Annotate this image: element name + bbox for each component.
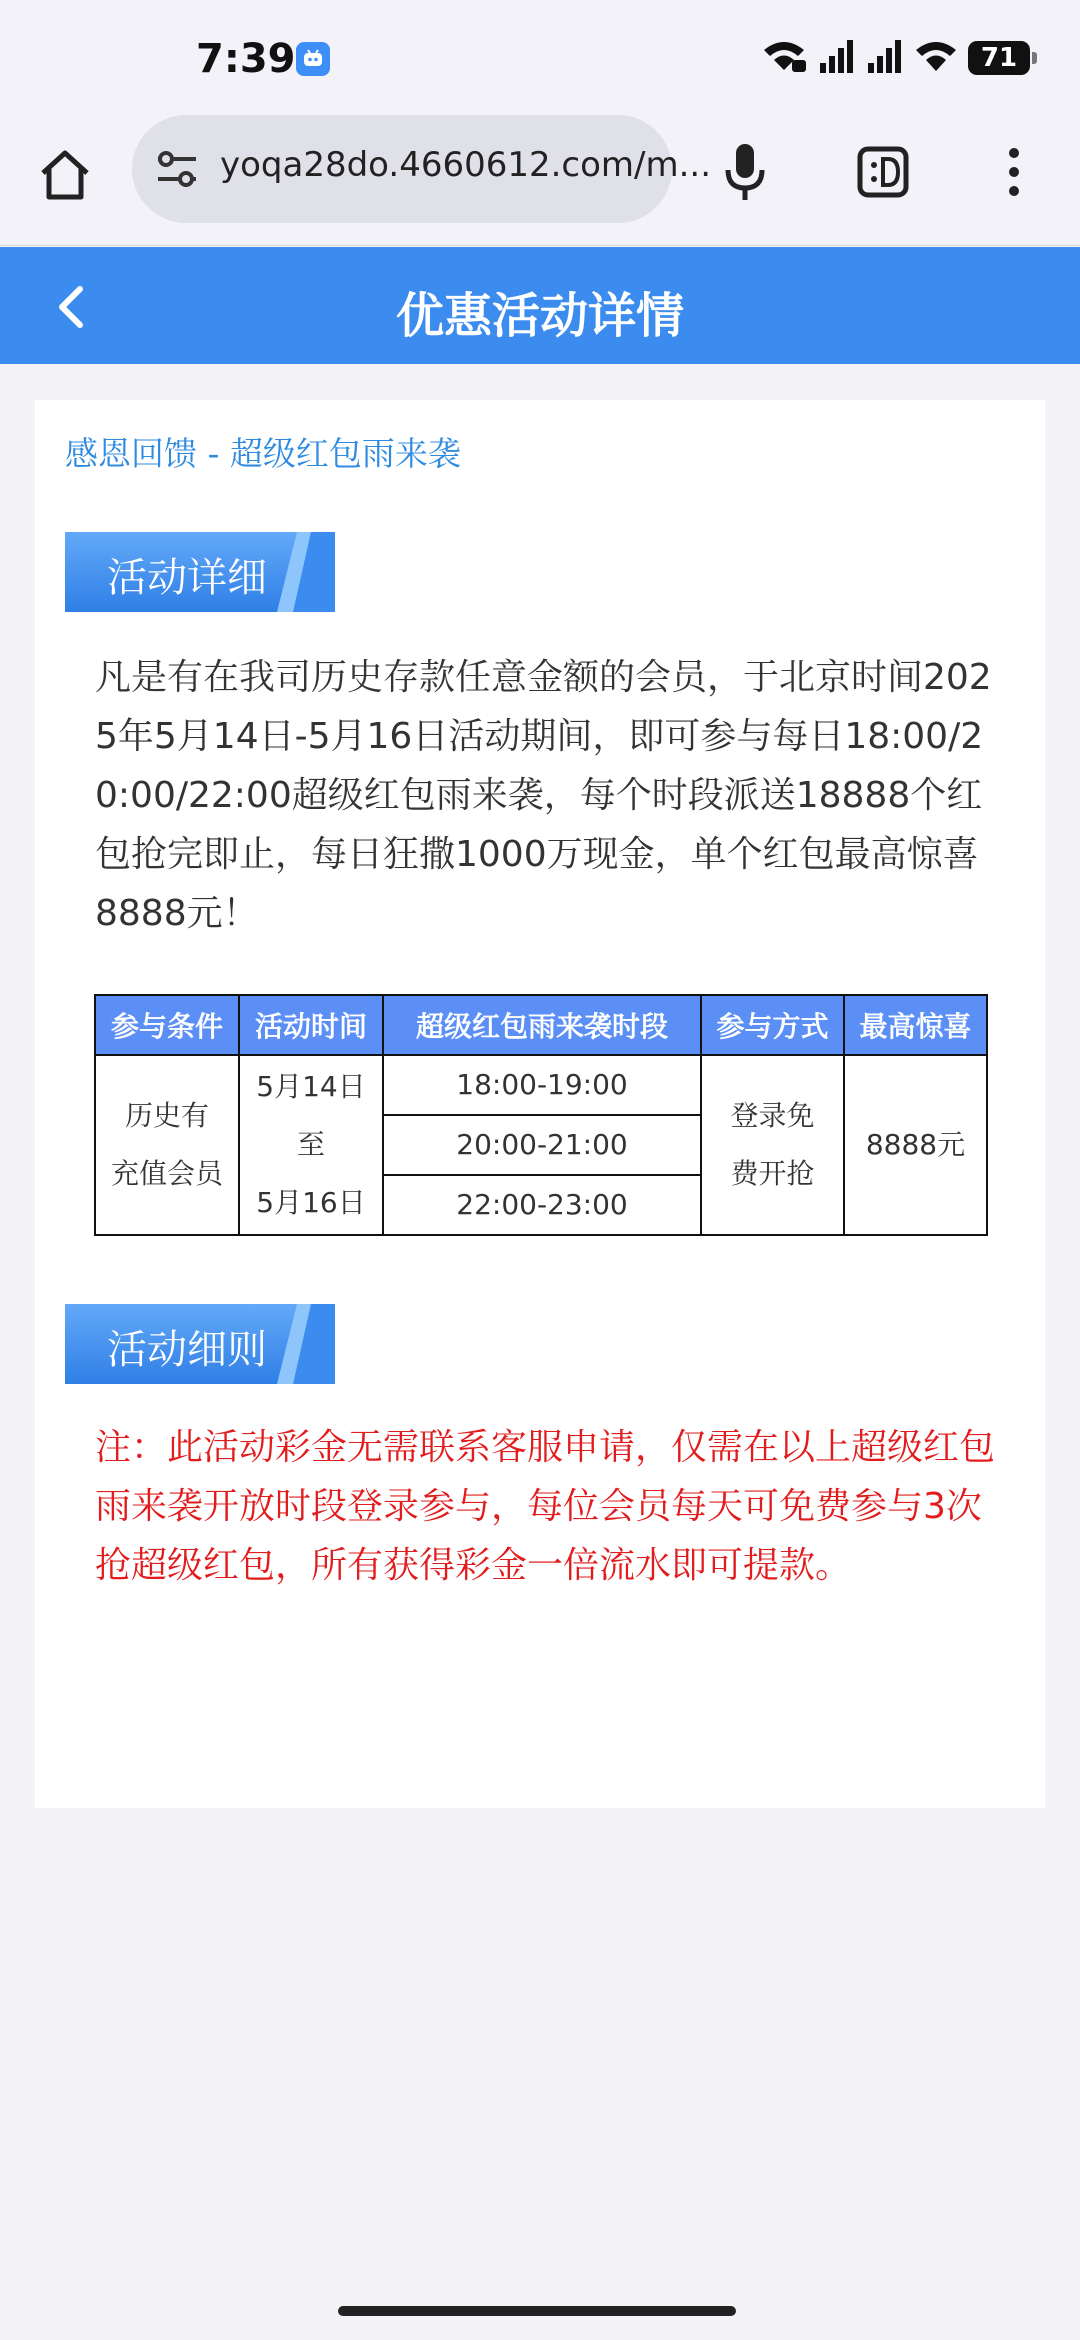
voice-search-button[interactable] <box>710 137 780 207</box>
page-header <box>0 247 1080 364</box>
section-details-label: 活动详细 <box>107 555 267 601</box>
time-slot-cell: 18:00-19:00 <box>383 1055 701 1115</box>
tab-switcher-icon <box>856 145 910 199</box>
battery-icon <box>968 41 1030 75</box>
table-header-row <box>95 995 987 1055</box>
page-title: 优惠活动详情 <box>395 288 684 344</box>
table-header: 参与条件 <box>95 995 239 1055</box>
details-text: 凡是有在我司历史存款任意金额的会员，于北京时间2025年5月14日-5月16日活动期间，即可参与每日18:00/20:00/22:00超级红包雨来袭，每个时段派送18888个红包抢完即止，每日狂撒1000万现金，单个红包最高惊喜8888元！ <box>95 657 992 934</box>
wifi-calling-icon <box>762 38 808 78</box>
table-header: 最高惊喜 <box>844 995 987 1055</box>
table-header: 活动时间 <box>239 995 383 1055</box>
promo-table <box>94 994 988 1236</box>
wifi-icon <box>914 38 958 78</box>
section-rules-header <box>65 1304 335 1384</box>
rules-text: 注：此活动彩金无需联系客服申请，仅需在以上超级红包雨来袭开放时段登录参与，每位会员每天可免费参与3次抢超级红包，所有获得彩金一倍流水即可提款。 <box>95 1427 996 1586</box>
status-icons <box>762 38 1030 78</box>
signal-icon <box>818 39 856 77</box>
app-notification-icon <box>296 42 330 76</box>
condition-line: 历史有 <box>124 1099 209 1132</box>
status-time: 7:39 <box>196 36 296 82</box>
section-rules-label: 活动细则 <box>107 1327 267 1373</box>
more-menu-button[interactable] <box>984 137 1044 207</box>
method-cell <box>701 1055 844 1235</box>
section-details-header <box>65 532 335 612</box>
date-line: 5月16日 <box>256 1186 366 1219</box>
date-line: 5月14日 <box>256 1070 366 1103</box>
mic-icon <box>722 142 768 202</box>
home-button[interactable] <box>30 140 100 210</box>
battery-level: 71 <box>980 43 1018 73</box>
date-cell <box>239 1055 383 1235</box>
time-slot-cell: 20:00-21:00 <box>383 1115 701 1175</box>
tab-switcher-button[interactable] <box>848 137 918 207</box>
table-row <box>95 1055 987 1115</box>
time-slot-cell: 22:00-23:00 <box>383 1175 701 1235</box>
method-line: 登录免 <box>730 1099 815 1132</box>
more-vert-icon <box>1007 147 1021 197</box>
signal-icon <box>866 39 904 77</box>
status-bar <box>0 0 1080 115</box>
promo-title: 感恩回馈 - 超级红包雨来袭 <box>65 434 461 473</box>
method-line: 费开抢 <box>730 1157 815 1190</box>
url-bar[interactable] <box>132 115 712 223</box>
gesture-navigation-bar[interactable] <box>338 2306 736 2316</box>
browser-toolbar <box>0 115 1080 246</box>
promo-card <box>35 400 1045 1808</box>
table-header: 参与方式 <box>701 995 844 1055</box>
condition-cell <box>95 1055 239 1235</box>
date-line: 至 <box>296 1128 325 1161</box>
url-text[interactable]: yoqa28do.4660612.com/m... <box>220 145 712 185</box>
home-icon <box>37 147 93 203</box>
max-prize-cell: 8888元 <box>844 1055 987 1235</box>
table-header: 超级红包雨来袭时段 <box>383 995 701 1055</box>
condition-line: 充值会员 <box>110 1157 223 1190</box>
tune-icon[interactable] <box>154 149 200 193</box>
